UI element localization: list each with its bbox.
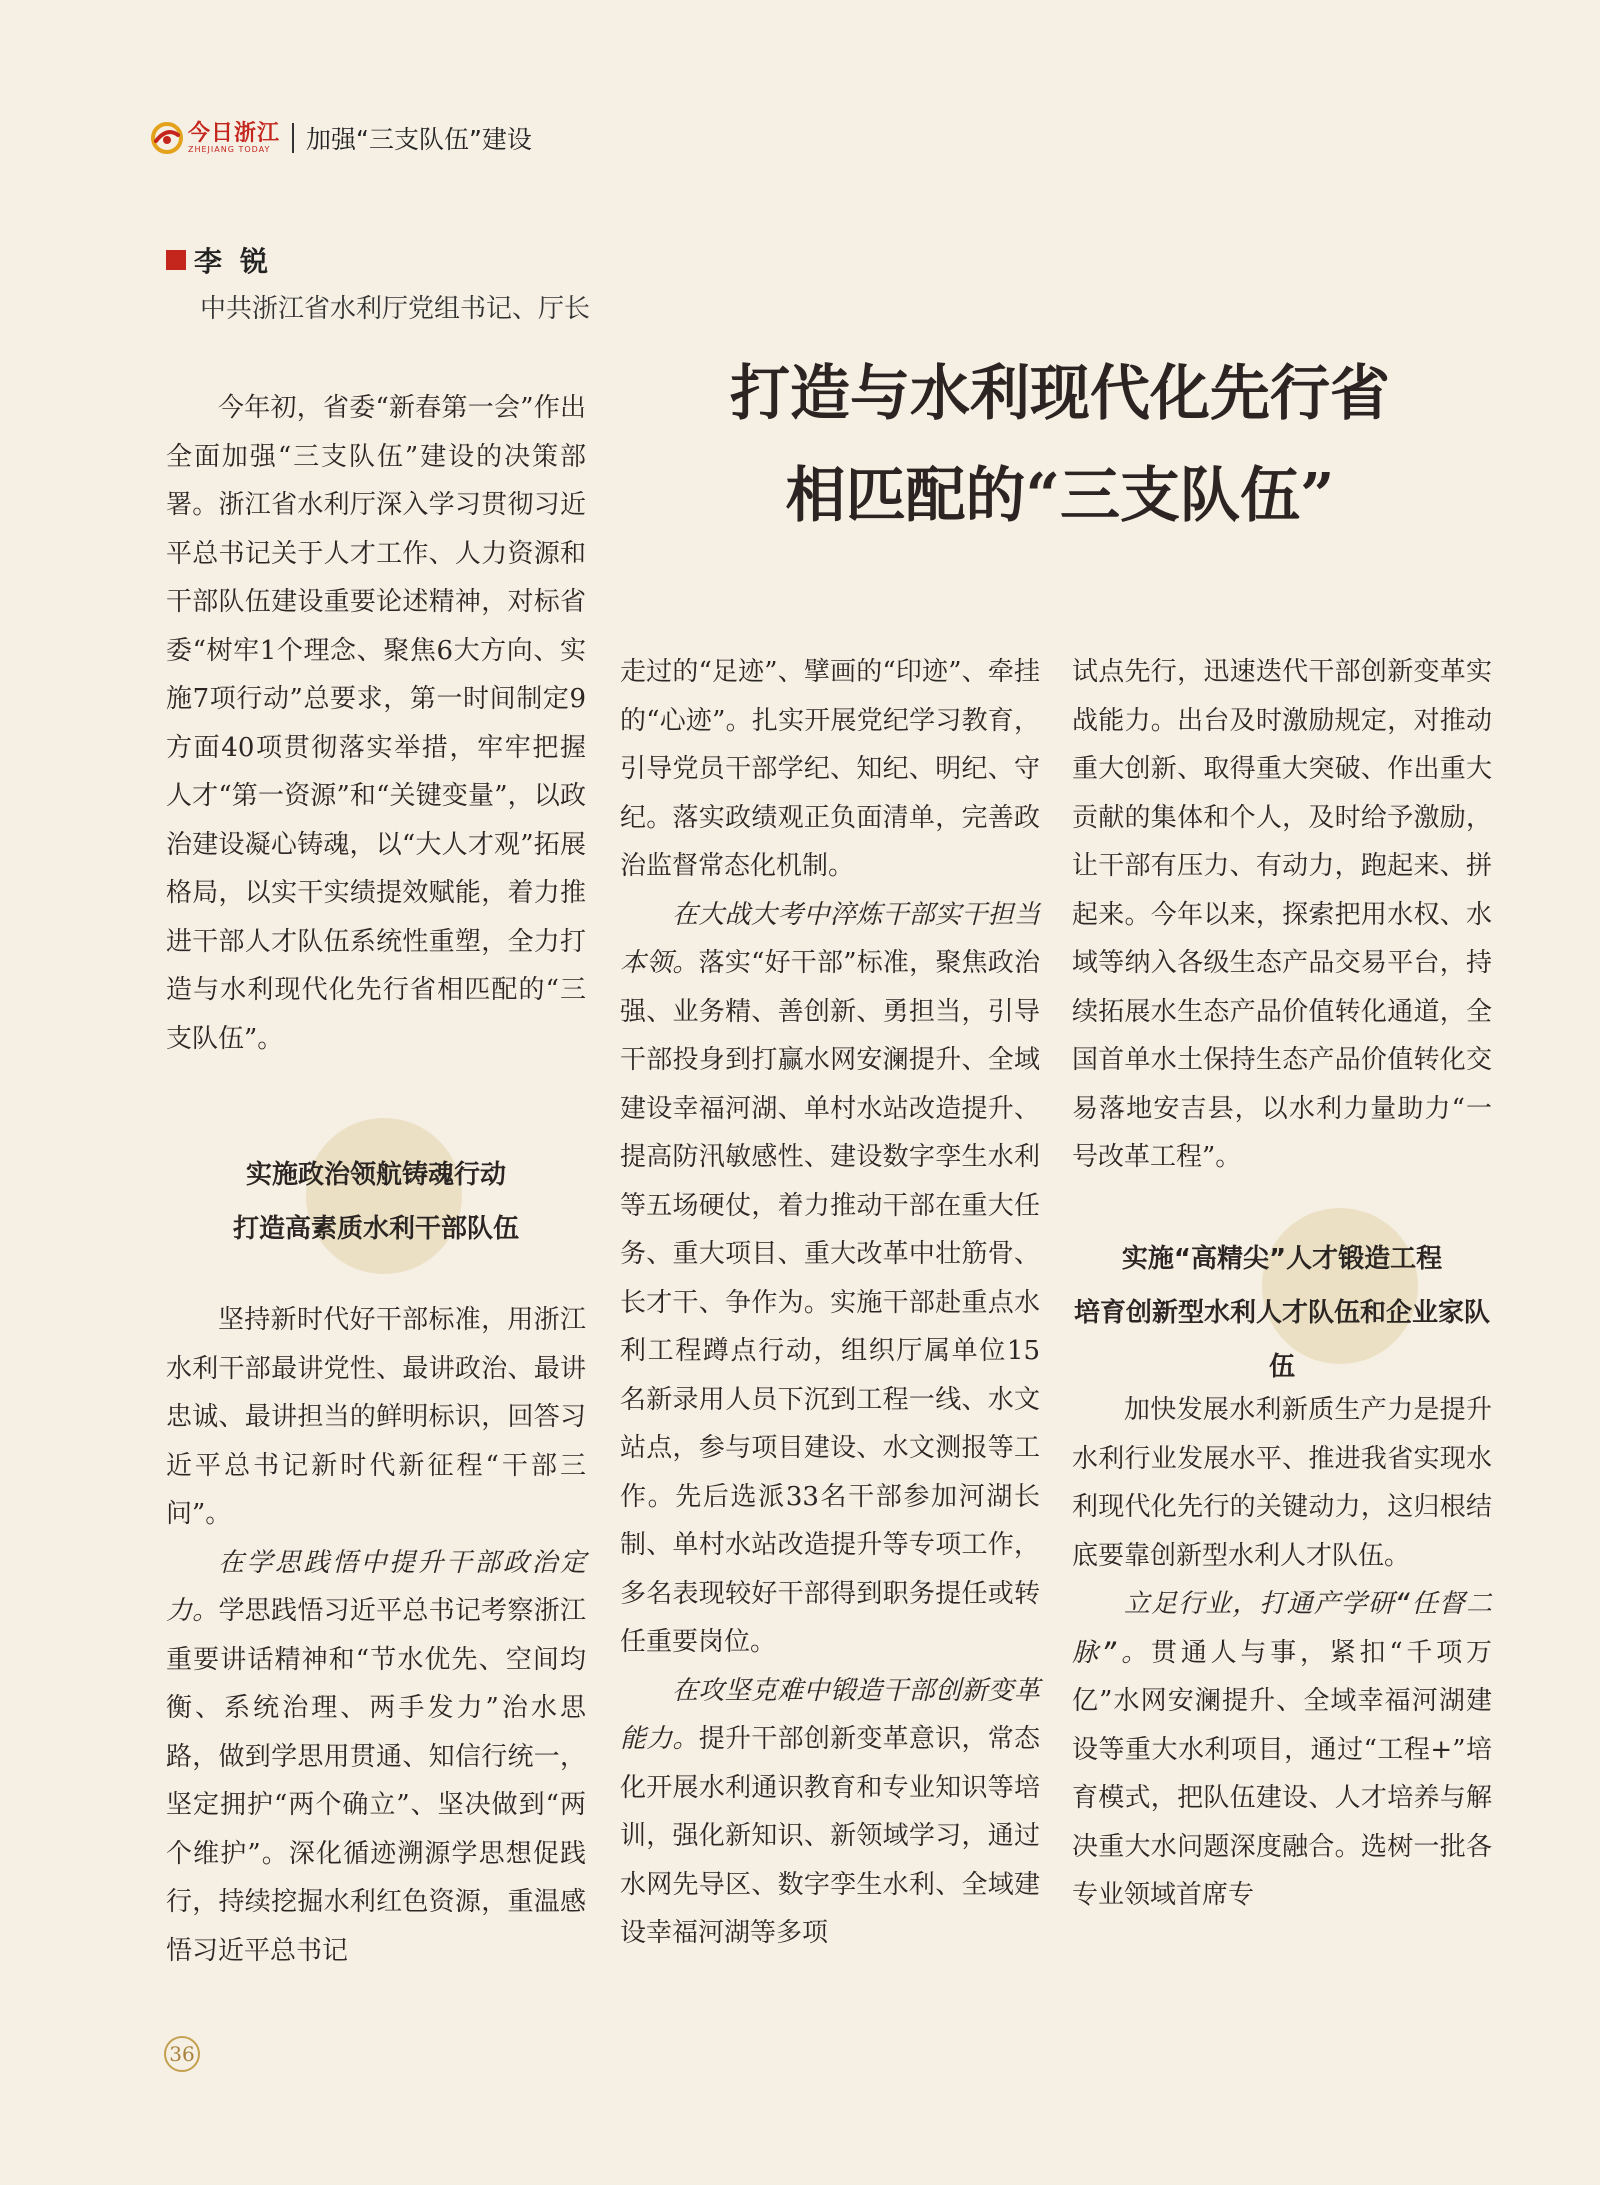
headline-line-2: 相匹配的“三支队伍”	[785, 461, 1335, 531]
paragraph	[620, 891, 1040, 1667]
paragraph: 试点先行，迅速迭代干部创新变革实战能力。出台及时激励规定，对推动重大创新、取得重大突破、作出重大贡献的集体和个人，及时给予激励，让干部有压力、有动力，跑起来、拼起来。今年以来，探索把用水权、水域等纳入各级生态产品交易平台，持续拓展水生态产品价值转化通道，全国首单水土保持生态产品价值转化交易落地安吉县，以水利力量助力“一号改革工程”。	[1072, 657, 1492, 1172]
article-column-3-lower	[1072, 1386, 1492, 1920]
section-heading-line: 打造高素质水利干部队伍	[232, 1214, 519, 1244]
page-number: 36	[164, 2036, 200, 2072]
logo-chinese-text: 今日浙江	[188, 120, 281, 146]
author-marker-icon	[166, 250, 186, 270]
paragraph: 加快发展水利新质生产力是提升水利行业发展水平、推进我省实现水利现代化先行的关键动力，这归根结底要靠创新型水利人才队伍。	[1072, 1395, 1492, 1571]
author-name: 李锐	[194, 245, 287, 278]
paragraph-body: 落实“好干部”标准，聚焦政治强、业务精、善创新、勇担当，引导干部投身到打赢水网安澜提升、全域建设幸福河湖、单村水站改造提升、提高防汛敏感性、建设数字孪生水利等五场硬仗，着力推动干部在重大任务、重大项目、重大改革中壮筋骨、长才干、争作为。实施干部赴重点水利工程蹲点行动，组织厅属单位15名新录用人员下沉到工程一线、水文站点，参与项目建设、水文测报等工作。先后选派33名干部参加河湖长制、单村水站改造提升等专项工作，多名表现较好干部得到职务提任或转任重要岗位。	[620, 948, 1040, 1657]
section-title: 加强“三支队伍”建设	[306, 125, 532, 154]
paragraph: 走过的“足迹”、擘画的“印迹”、牵挂的“心迹”。扎实开展党纪学习教育，引导党员干部学纪、知纪、明纪、守纪。落实政绩观正负面清单，完善政治监督常态化机制。	[620, 657, 1040, 881]
headline-line-1: 打造与水利现代化先行省	[730, 359, 1390, 429]
header-divider	[292, 123, 294, 153]
article-column-3	[1072, 648, 1492, 1182]
paragraph-lead: 在学思践悟中提升干部政治定力。	[166, 1547, 586, 1626]
logo-english-text: ZHEJIANG TODAY	[188, 145, 271, 154]
article-column-2	[620, 648, 1040, 1958]
paragraph-body: 提升干部创新变革意识，常态化开展水利通识教育和专业知识等培训，强化新知识、新领域学习，通过水网先导区、数字孪生水利、全域建设幸福河湖等多项	[620, 1724, 1040, 1948]
paragraph: 今年初，省委“新春第一会”作出全面加强“三支队伍”建设的决策部署。浙江省水利厅深入学习贯彻习近平总书记关于人才工作、人力资源和干部队伍建设重要论述精神，对标省委“树牢1个理念、聚焦6大方向、实施7项行动”总要求，第一时间制定9方面40项贯彻落实举措，牢牢把握人才“第一资源”和“关键变量”，以政治建设凝心铸魂，以“大人才观”拓展格局，以实干实绩提效赋能，着力推进干部人才队伍系统性重塑，全力打造与水利现代化先行省相匹配的“三支队伍”。	[166, 393, 586, 1054]
section-heading-line: 实施“高精尖”人才锻造工程	[1121, 1244, 1443, 1274]
paragraph-lead: 在攻坚克难中锻造干部创新变革能力。	[620, 1675, 1040, 1754]
paragraph	[620, 1667, 1040, 1958]
page-header	[150, 118, 532, 158]
paragraph-lead: 在大战大考中淬炼干部实干担当本领。	[620, 899, 1040, 978]
paragraph	[1072, 1580, 1492, 1920]
paragraph-body: 学思践悟习近平总书记考察浙江重要讲话精神和“节水优先、空间均衡、系统治理、两手发力”治水思路，做到学思用贯通、知信行统一，坚定拥护“两个确立”、坚决做到“两个维护”。深化循迹溯源学思想促践行，持续挖掘水利红色资源，重温感悟习近平总书记	[166, 1596, 586, 1966]
magazine-logo	[150, 121, 280, 155]
section-heading-line: 实施政治领航铸魂行动	[245, 1160, 506, 1190]
section-heading-line: 培育创新型水利人才队伍和企业家队伍	[1073, 1298, 1490, 1382]
paragraph	[166, 1539, 586, 1976]
author-block	[166, 240, 286, 280]
section-heading-2	[1072, 1232, 1492, 1394]
article-column-1-lower	[166, 1296, 586, 1975]
article-column-1	[166, 384, 586, 1063]
section-heading-1	[166, 1148, 586, 1256]
paragraph-lead: 立足行业，打通产学研“任督二脉”。	[1072, 1589, 1492, 1668]
paragraph: 坚持新时代好干部标准，用浙江水利干部最讲党性、最讲政治、最讲忠诚、最讲担当的鲜明标识，回答习近平总书记新时代新征程“干部三问”。	[166, 1305, 586, 1529]
author-title: 中共浙江省水利厅党组书记、厅长	[200, 294, 591, 324]
logo-swirl-icon	[150, 121, 184, 155]
paragraph-body: 贯通人与事，紧扣“千项万亿”水网安澜提升、全域幸福河湖建设等重大水利项目，通过“工程+”培育模式，把队伍建设、人才培养与解决重大水问题深度融合。选树一批各专业领域首席专	[1072, 1637, 1493, 1910]
